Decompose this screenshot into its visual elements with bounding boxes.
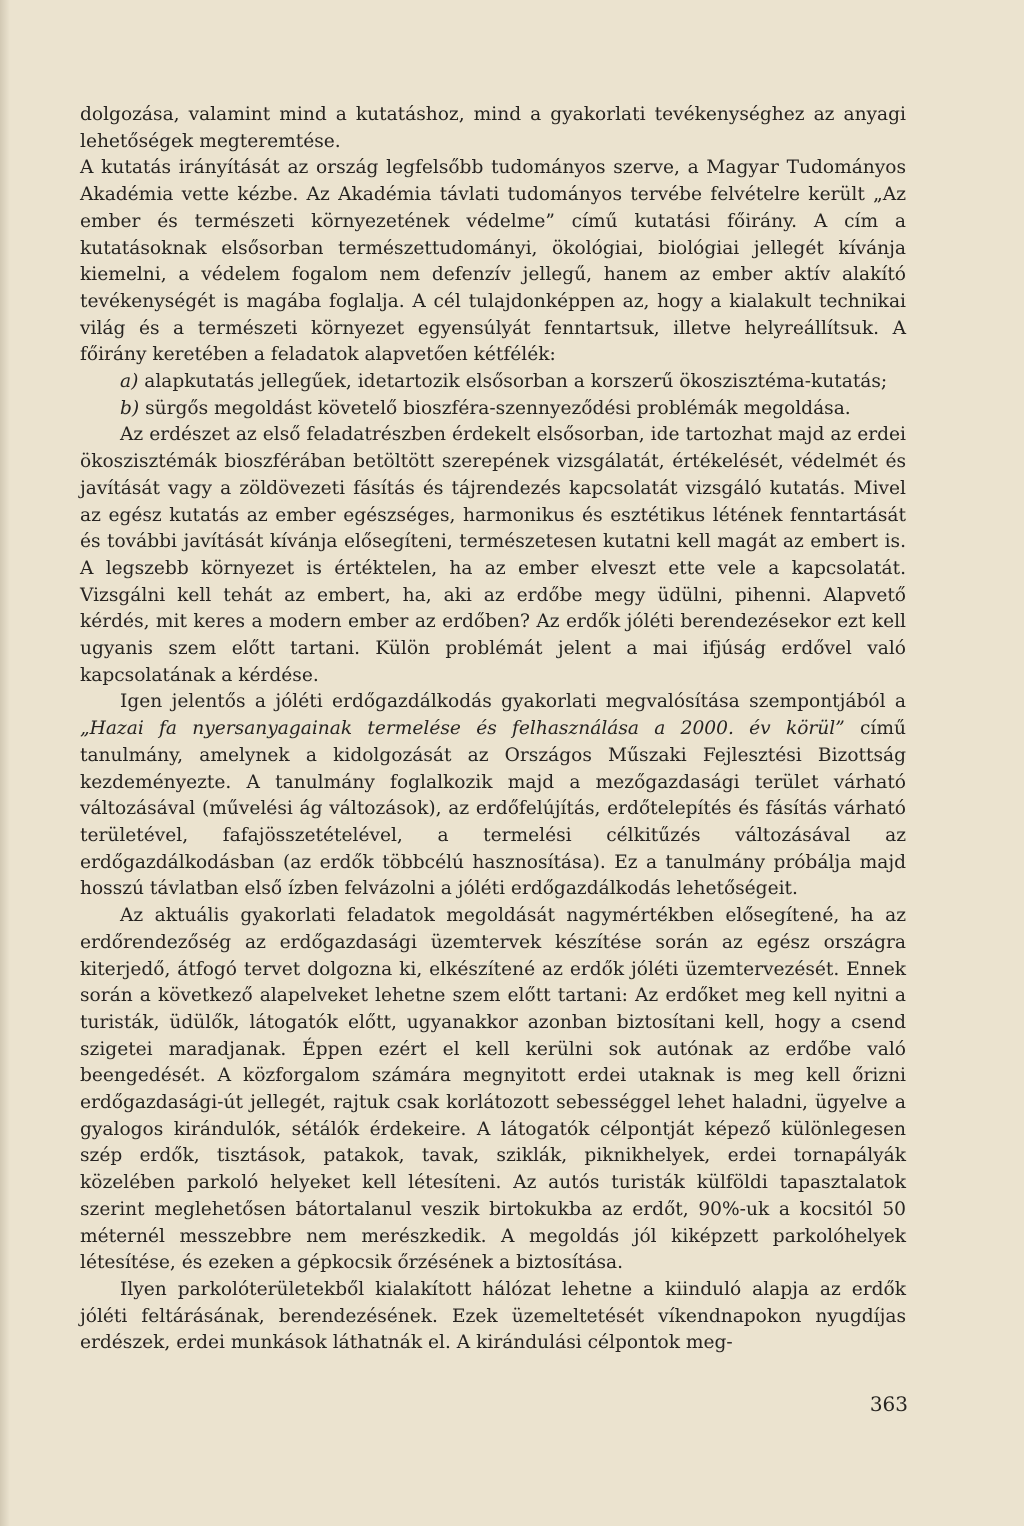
study-text-after: című tanulmány, amelynek a kidolgozását az Országos Műszaki Fejlesztési Bizottság kezdeményezte. A tanulmány foglalkozik majd a mezőgazdasági terület várható változásával (művelési ág változások), az erdőfelújítás, erdőtelepítés és fásítás várható területével, fafajösszetételével, a termelési célkitűzés változásával az erdőgazdálkodásban (az erdők többcélú hasznosítása). Ez a tanulmány próbálja majd hosszú távlatban első ízben felvázolni a jóléti erdőgazdálkodás lehetőségeit.: [80, 718, 906, 900]
study-text-before: Igen jelentős a jóléti erdőgazdálkodás gyakorlati megvalósítása szempontjából a: [120, 691, 906, 713]
page-number: 363: [869, 1392, 908, 1416]
list-marker-b: b): [120, 397, 140, 419]
list-marker-a: a): [120, 371, 139, 393]
paragraph-research-direction: A kutatás irányítását az ország legfelsőbb tudományos szerve, a Magyar Tudományos Akadémia vette kézbe. Az Akadémia távlati tudományos tervébe felvételre került „Az ember és természeti környezetének védelme” című kutatási főirány. A cím a kutatásoknak elsősorban természettudományi, ökológiai, biológiai jellegét kívánja kiemelni, a védelem fogalom nem defenzív jellegű, hanem az ember aktív alakító tevékenységét is magába foglalja. A cél tulajdonképpen az, hogy a kialakult technikai világ és a természeti környezet egyensúlyát fenntartsuk, illetve helyreállítsuk. A főirány keretében a feladatok alapvetően kétfélék:: [80, 157, 906, 366]
paragraph-parking-network: Ilyen parkolóterületekből kialakított hálózat lehetne a kiinduló alapja az erdők jóléti feltárásának, berendezésének. Ezek üzemeltetését víkendnapokon nyugdíjas erdészek, erdei munkások láthatnák el. A kirándulási célpontok meg-: [80, 1278, 906, 1354]
paragraph-study: [80, 689, 906, 903]
paragraph-practical-tasks: Az aktuális gyakorlati feladatok megoldását nagymértékben elősegítené, ha az erdőrendezőség az erdőgazdasági üzemtervek készítése során az egész országra kiterjedő, átfogó tervet dolgozna ki, elkészítené az erdők jóléti üzemtervezését. Ennek során a következő alapelveket lehetne szem előtt tartani: Az erdőket meg kell nyitni a turisták, üdülők, látogatók előtt, ugyanakkor azonban biztosítani kell, hogy a csend szigetei maradjanak. Éppen ezért el kell kerülni sok autónak az erdőbe való beengedését. A közforgalom számára megnyitott erdei utaknak is meg kell őrizni erdőgazdasági-út jellegét, rajtuk csak korlátozott sebességgel lehet haladni, ügyelve a gyalogos kirándulók, sétálók érdekeire. A látogatók célpontját képező különlegesen szép erdők, tisztások, patakok, tavak, sziklák, piknikhelyek, erdei tornapályák közelében parkoló helyeket kell létesíteni. Az autós turisták külföldi tapasztalatok szerint meglehetősen bátortalanul veszik birtokukba az erdőt, 90%-uk a kocsitól 50 méternél messzebbre nem merészkedik. A megoldás jól kiképzett parkolóhelyek létesítése, és ezeken a gépkocsik őrzésének a biztosítása.: [80, 905, 906, 1274]
list-text-b: sürgős megoldást követelő bioszféra-szennyeződési problémák megoldása.: [145, 397, 851, 419]
page-binding-edge: [0, 0, 10, 1526]
list-item-b: [80, 396, 906, 423]
paragraph-forestry: Az erdészet az első feladatrészben érdekelt elsősorban, ide tartozhat majd az erdei ökoszisztémák bioszférában betöltött szerepének vizsgálatát, értékelését, védelmét és javítását vagy a zöldövezeti fásítás és tájrendezés kapcsolatát vizsgáló kutatás. Mivel az egész kutatás az ember egészséges, harmonikus és esztétikus létének fenntartását és további javítását kívánja elősegíteni, természetesen kutatni kell magát az embert is. A legszebb környezet is értéktelen, ha az ember elveszt ette vele a kapcsolatát. Vizsgálni kell tehát az embert, ha, aki az erdőbe megy üdülni, pihenni. Alapvető kérdés, mit keres a modern ember az erdőben? Az erdők jóléti berendezésekor ezt kell ugyanis szem előtt tartani. Külön problémát jelent a mai ifjúság erdővel való kapcsolatának a kérdése.: [80, 424, 906, 686]
study-title: „Hazai fa nyersanyagainak termelése és felhasználása a 2000. év körül”: [80, 718, 845, 740]
paragraph-continuation: dolgozása, valamint mind a kutatáshoz, mind a gyakorlati tevékenységhez az anyagi lehetőségek megteremtése.: [80, 104, 906, 152]
list-text-a: alapkutatás jellegűek, idetartozik elsősorban a korszerű ökoszisztéma-kutatás;: [144, 371, 888, 393]
body-text: [80, 102, 906, 1357]
list-item-a: [80, 369, 906, 396]
